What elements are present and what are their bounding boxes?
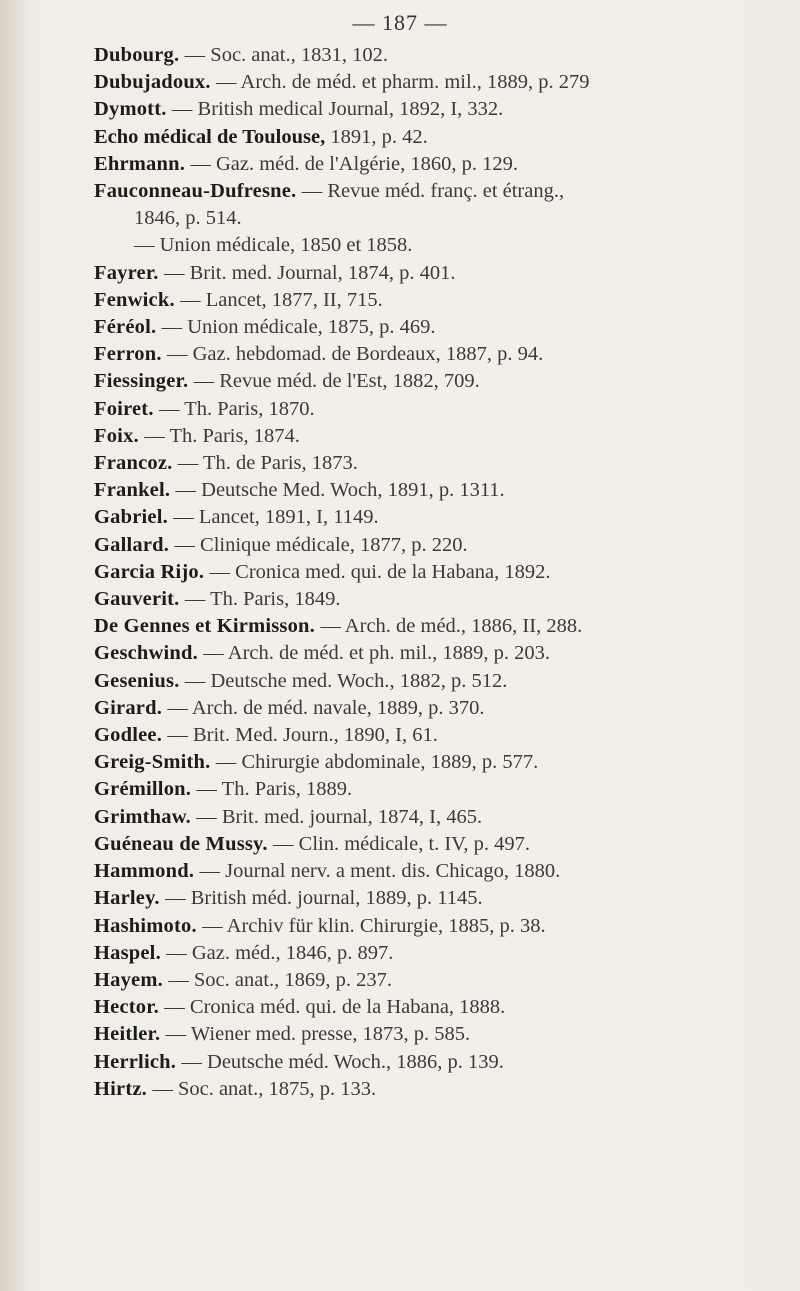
bibliography-entry: [94, 1076, 794, 1103]
entry-author: Ehrmann .: [94, 153, 190, 175]
bibliography-entry: [94, 42, 794, 69]
entry-reference: — Soc. anat., 1831, 102.: [184, 44, 388, 66]
entry-reference: — Arch. de méd. navale, 1889, p. 370.: [167, 696, 485, 719]
bibliography-entry: [94, 232, 794, 259]
entry-reference: — Deutsche Med. Woch, 1891, p. 1311.: [175, 479, 505, 502]
entry-reference: — Th. Paris, 1874.: [144, 424, 300, 447]
entry-author: De Gennes et Kirmisson .: [94, 615, 320, 637]
entry-reference: — Arch. de méd., 1886, II, 288.: [320, 615, 583, 638]
bibliography-entry: [94, 804, 794, 831]
bibliography-entry: [94, 586, 794, 613]
entry-reference: — Brit. med. journal, 1874, I, 465.: [196, 805, 483, 828]
entry-author: Fayrer .: [94, 262, 164, 284]
entry-reference: — Soc. anat., 1875, p. 133.: [152, 1077, 377, 1100]
entry-reference: — Th. Paris, 1849.: [184, 588, 341, 611]
entry-author: Hammond .: [94, 860, 199, 882]
bibliography-entry: [94, 532, 794, 559]
entry-reference: — Cronica med. qui. de la Habana, 1892.: [209, 560, 551, 583]
bibliography-entry: [94, 96, 794, 123]
entry-author: Dubourg .: [94, 44, 185, 66]
bibliography-entry: [94, 831, 794, 858]
entry-author: Dymott .: [94, 98, 172, 120]
entry-author: Dubujadoux .: [94, 71, 216, 93]
entry-reference: — Revue méd. de l'Est, 1882, 709.: [193, 370, 480, 393]
entry-author: Godlee .: [94, 724, 167, 746]
binding-shadow: [0, 0, 28, 1291]
entry-author: Guéneau de Mussy .: [94, 833, 273, 855]
bibliography-entry: [94, 695, 794, 722]
entry-author: Foiret .: [94, 398, 159, 420]
entry-reference: — Th. Paris, 1889.: [196, 778, 353, 801]
entry-author: Haspel .: [94, 942, 166, 964]
bibliography-entry: [94, 124, 794, 151]
entry-author: Grémillon .: [94, 778, 196, 800]
bibliography-entry: [94, 151, 794, 178]
entry-reference: — Journal nerv. a ment. dis. Chicago, 1880.: [199, 860, 561, 883]
bibliography-entry: [94, 260, 794, 287]
entry-reference: — Gaz. méd., 1846, p. 897.: [166, 941, 394, 964]
entry-author: Ferron .: [94, 343, 167, 365]
bibliography-entry: [94, 396, 794, 423]
bibliography-entry: [94, 858, 794, 885]
entry-author: Féréol .: [94, 316, 162, 338]
bibliography-entry: [94, 940, 794, 967]
bibliography-entry: [94, 613, 794, 640]
bibliography-entry: [94, 450, 794, 477]
entry-author: Frankel .: [94, 479, 176, 501]
bibliography-entry: [94, 885, 794, 912]
entry-author: Gallard .: [94, 534, 174, 556]
entry-reference: — Clinique médicale, 1877, p. 220.: [174, 533, 468, 556]
bibliography-entry: [94, 341, 794, 368]
bibliography-entry: [94, 477, 794, 504]
entry-reference: — Deutsche méd. Woch., 1886, p. 139.: [181, 1050, 504, 1073]
entry-author: Hashimoto .: [94, 915, 202, 937]
bibliography-entry: [94, 776, 794, 803]
entry-author: Hirtz .: [94, 1078, 152, 1100]
entry-author: Grimthaw .: [94, 806, 196, 828]
entry-reference: — Clin. médicale, t. IV, p. 497.: [273, 832, 531, 855]
bibliography-entry: [94, 749, 794, 776]
entry-author: Fiessinger .: [94, 370, 194, 392]
entry-reference: — British medical Journal, 1892, I, 332.: [171, 98, 504, 121]
page-number: — 187 —: [352, 10, 448, 35]
entry-reference: — Gaz. méd. de l'Algérie, 1860, p. 129.: [190, 152, 518, 175]
entry-author: Herrlich .: [94, 1051, 181, 1073]
bibliography-entry: [94, 559, 794, 586]
entry-reference: — Cronica méd. qui. de la Habana, 1888.: [164, 996, 506, 1019]
entry-reference: — Deutsche med. Woch., 1882, p. 512.: [184, 669, 508, 692]
entry-reference: — Lancet, 1877, II, 715.: [180, 288, 383, 311]
bibliography-entry: [94, 504, 794, 531]
bibliography-entry: [94, 423, 794, 450]
entry-reference: — Soc. anat., 1869, p. 237.: [168, 968, 393, 991]
entry-author: Harley .: [94, 887, 165, 909]
entry-author: Fauconneau-Dufresne .: [94, 180, 302, 202]
entry-author: Hayem .: [94, 969, 168, 991]
entry-reference: 1891, p. 42.: [330, 125, 428, 148]
entry-author: Geschwind .: [94, 642, 203, 664]
entry-reference: — Archiv für klin. Chirurgie, 1885, p. 38.: [202, 914, 546, 937]
entry-author: Francoz .: [94, 452, 178, 474]
entry-author: Gauverit .: [94, 588, 185, 610]
bibliography-entry: [94, 668, 794, 695]
entry-author: Garcia Rijo .: [94, 561, 210, 583]
entry-reference: — Brit. med. Journal, 1874, p. 401.: [163, 261, 456, 284]
bibliography-entry: [94, 967, 794, 994]
bibliography-entry: [94, 1049, 794, 1076]
entry-author: Foix .: [94, 425, 144, 447]
bibliography-entry: [94, 314, 794, 341]
entry-author: Gesenius .: [94, 670, 185, 692]
bibliography-entry: [94, 913, 794, 940]
entry-reference: — Th. Paris, 1870.: [158, 397, 315, 420]
entry-reference: — Lancet, 1891, I, 1149.: [173, 506, 379, 529]
bibliography-entry: [94, 640, 794, 667]
entry-author: Gabriel .: [94, 506, 173, 528]
entry-author: Fenwick .: [94, 289, 180, 311]
bibliography-entry: [94, 722, 794, 749]
entry-reference: — Th. de Paris, 1873.: [177, 452, 358, 475]
entry-author: Heitler .: [94, 1023, 166, 1045]
bibliography-entry: [94, 205, 794, 232]
bibliography-entry: [94, 368, 794, 395]
bibliography-entry: [94, 994, 794, 1021]
entry-author: Echo médical de Toulouse,: [94, 125, 331, 148]
entry-author: Greig-Smith .: [94, 751, 216, 773]
bibliography-entry: [94, 69, 794, 96]
entry-reference: — British méd. journal, 1889, p. 1145.: [165, 887, 483, 910]
entry-author: Girard .: [94, 697, 167, 719]
entry-reference: — Chirurgie abdominale, 1889, p. 577.: [215, 751, 539, 774]
entry-reference: — Union médicale, 1875, p. 469.: [161, 316, 436, 339]
bibliography-entry: [94, 1021, 794, 1048]
entry-reference: — Arch. de méd. et pharm. mil., 1889, p. 279: [216, 71, 590, 94]
entry-reference: — Wiener med. presse, 1873, p. 585.: [165, 1023, 471, 1046]
entry-reference: 1846, p. 514.: [134, 207, 242, 230]
entry-reference: — Revue méd. franç. et étrang.,: [301, 180, 565, 203]
entry-reference: — Gaz. hebdomad. de Bordeaux, 1887, p. 94.: [166, 343, 544, 366]
entry-author: Hector .: [94, 996, 164, 1018]
bibliography-entry: [94, 178, 794, 205]
bibliography-list: [94, 42, 794, 1103]
entry-reference: — Brit. Med. Journ., 1890, I, 61.: [167, 724, 438, 747]
entry-reference: — Union médicale, 1850 et 1858.: [134, 234, 413, 257]
entry-reference: — Arch. de méd. et ph. mil., 1889, p. 203.: [203, 642, 551, 665]
bibliography-entry: [94, 287, 794, 314]
